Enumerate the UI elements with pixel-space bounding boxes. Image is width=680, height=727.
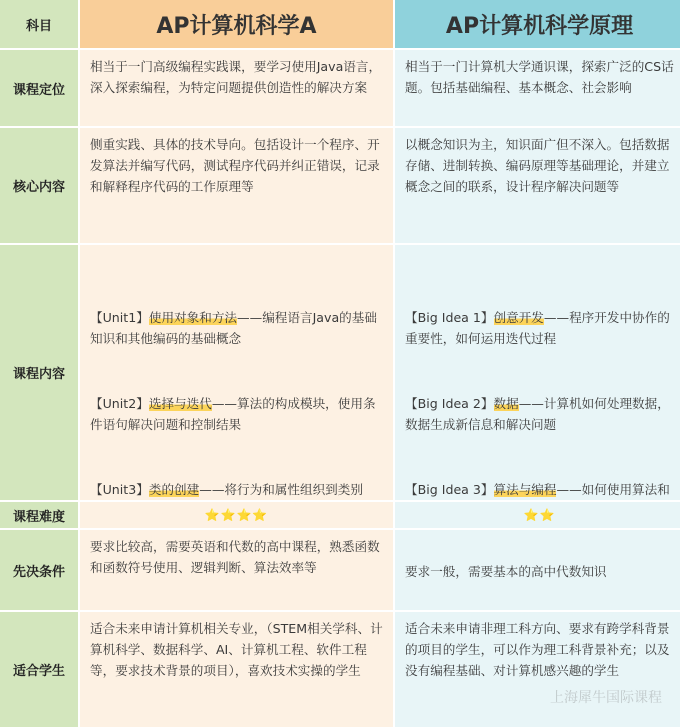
big-idea-desc: ——程序开发中协作的重要性，如何运用迭代过程 <box>405 310 670 346</box>
big-idea-tag: 【Big Idea 1】 <box>405 310 494 325</box>
content-b-cell <box>395 245 680 500</box>
big-idea-item <box>405 479 676 500</box>
row-label-suitable: 适合学生 <box>0 612 78 727</box>
unit-desc: ——编程语言Java的基础知识和其他编码的基础概念 <box>90 310 377 346</box>
unit-topic: 类的创建 <box>149 482 199 497</box>
big-idea-item <box>405 393 676 435</box>
unit-tag: 【Unit3】 <box>90 482 149 497</box>
positioning-b-cell: 相当于一门计算机大学通识课，探索广泛的CS话题。包括基础编程、基本概念、社会影响 <box>395 50 680 126</box>
big-idea-desc: ——如何使用算法和 <box>405 482 670 500</box>
suitable-b-cell: 适合未来申请非理工科方向、要求有跨学科背景的项目的学生，可以作为理工科背景补充；以及没有编程基础、对计算机感兴趣的学生 <box>395 612 680 727</box>
unit-desc: ——将行为和属性组织到类别 <box>90 482 363 500</box>
big-idea-desc: ——计算机如何处理数据，数据生成新信息和解决问题 <box>405 396 670 432</box>
big-idea-tag: 【Big Idea 3】 <box>405 482 494 497</box>
positioning-a-cell: 相当于一门高级编程实践课，要学习使用Java语言，深入探索编程，为特定问题提供创造性的解决方案 <box>80 50 393 126</box>
big-idea-topic: 数据 <box>494 396 519 411</box>
prereq-b-cell: 要求一般，需要基本的高中代数知识 <box>395 530 680 610</box>
unit-topic: 使用对象和方法 <box>149 310 237 325</box>
content-a-cell <box>80 245 393 500</box>
unit-tag: 【Unit2】 <box>90 396 149 411</box>
unit-desc: ——算法的构成模块，使用条件语句解决问题和控制结果 <box>90 396 376 432</box>
big-idea-tag: 【Big Idea 2】 <box>405 396 494 411</box>
row-label-core: 核心内容 <box>0 128 78 243</box>
unit-item <box>90 393 385 435</box>
unit-tag: 【Unit1】 <box>90 310 149 325</box>
core-a-cell: 侧重实践、具体的技术导向。包括设计一个程序、开发算法并编写代码，测试程序代码并纠正错误，记录和解释程序代码的工作原理等 <box>80 128 393 243</box>
core-b-cell: 以概念知识为主，知识面广但不深入。包括数据存储、进制转换、编码原理等基础理论，并建立概念之间的联系，设计程序解决问题等 <box>395 128 680 243</box>
prereq-a-cell: 要求比较高，需要英语和代数的高中课程，熟悉函数和函数符号使用、逻辑判断、算法效率等 <box>80 530 393 610</box>
suitable-a-cell: 适合未来申请计算机相关专业，（STEM相关学科、计算机科学、数据科学、AI、计算机工程、软件工程等，要求技术背景的项目），喜欢技术实操的学生 <box>80 612 393 727</box>
row-label-content: 课程内容 <box>0 245 78 500</box>
row-label-prereq: 先决条件 <box>0 530 78 610</box>
row-label-positioning: 课程定位 <box>0 50 78 126</box>
big-idea-topic: 算法与编程 <box>494 482 557 497</box>
header-subject-label: 科目 <box>0 0 78 48</box>
row-label-difficulty: 课程难度 <box>0 502 78 528</box>
unit-item <box>90 479 385 500</box>
big-idea-topic: 创意开发 <box>494 310 544 325</box>
course-a-title: AP计算机科学A <box>80 0 393 48</box>
difficulty-a-stars: ⭐⭐⭐⭐ <box>80 502 393 528</box>
watermark-text: 上海犀牛国际课程 <box>550 687 662 707</box>
unit-topic: 选择与迭代 <box>149 396 212 411</box>
big-idea-item <box>405 307 676 349</box>
difficulty-b-stars: ⭐⭐ <box>395 502 680 528</box>
course-b-title: AP计算机科学原理 <box>395 0 680 48</box>
unit-item <box>90 307 385 349</box>
